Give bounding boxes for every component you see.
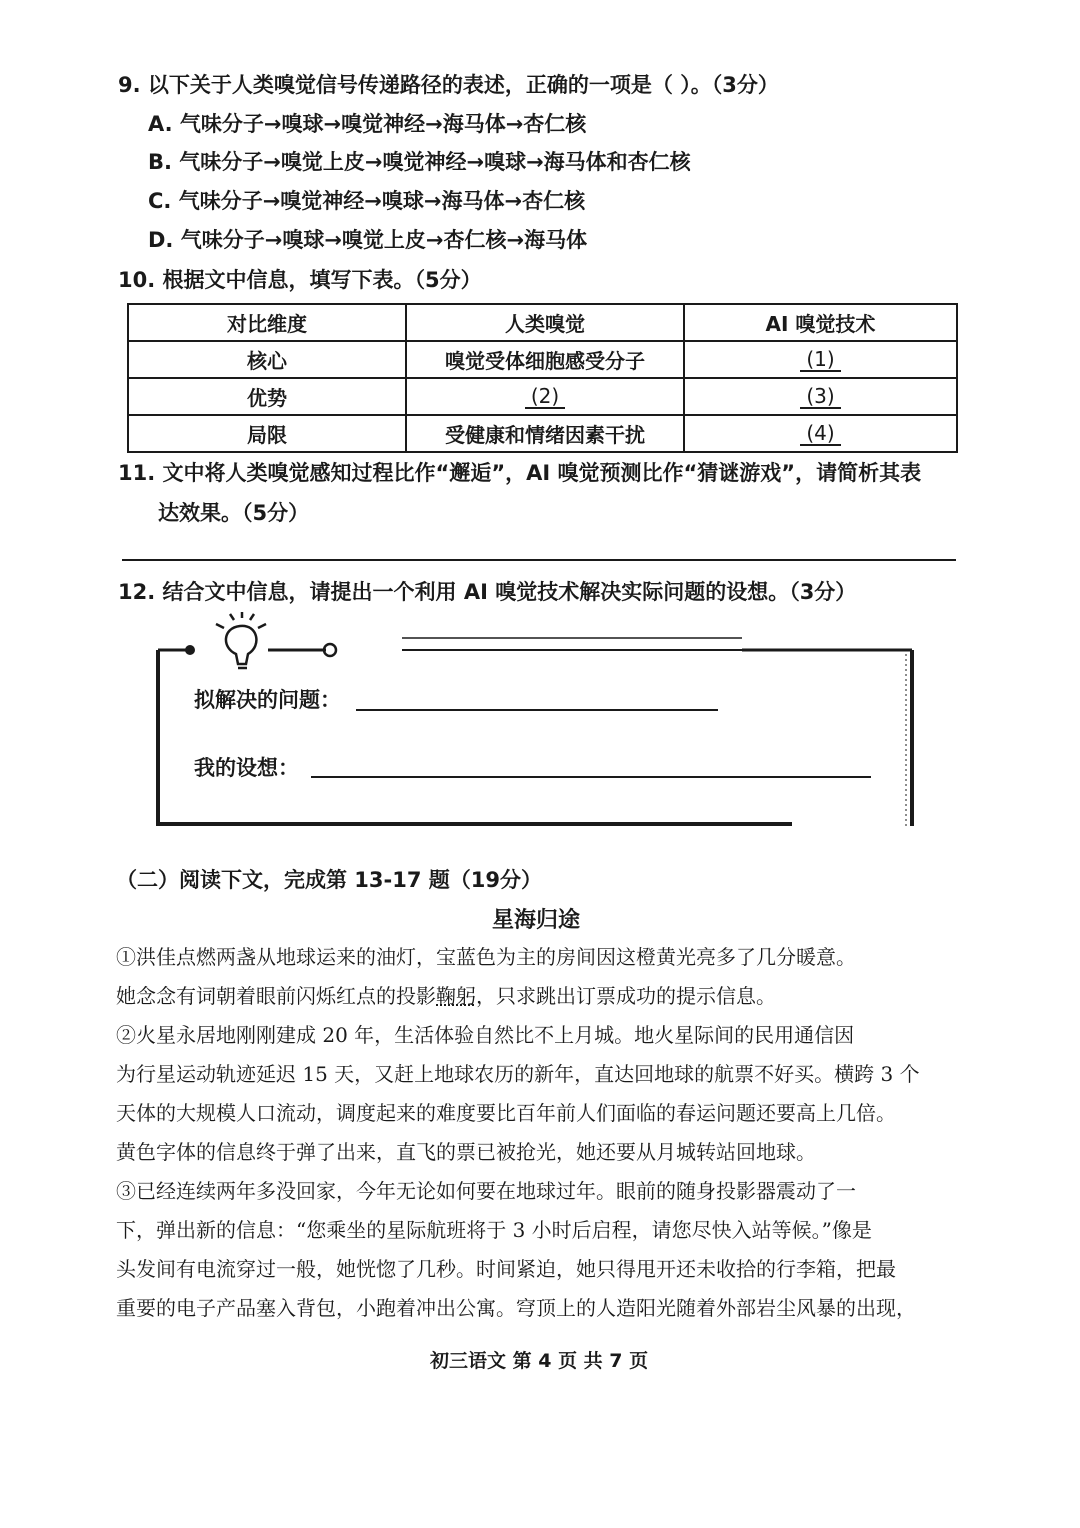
paragraph-line: ①洪佳点燃两盏从地球运来的油灯，宝蓝色为主的房间因这橙黄光亮多了几分暖意。 — [116, 945, 856, 969]
table-row — [128, 378, 957, 415]
table-cell: 受健康和情绪因素干扰 — [406, 415, 684, 452]
idea-input-line[interactable] — [311, 776, 871, 778]
q10-stem: 10. 根据文中信息，填写下表。（5分） — [118, 268, 482, 292]
q12-stem: 12. 结合文中信息，请提出一个利用 AI 嗅觉技术解决实际问题的设想。（3分） — [118, 580, 857, 604]
answer-blank-2[interactable]: (2) — [525, 385, 565, 409]
paragraph-line — [116, 977, 966, 1016]
passage-title: 星海归途 — [492, 908, 581, 933]
idea-box-frame — [150, 612, 920, 834]
text-segment: 她念念有词朝着眼前闪烁红点的投影 — [116, 984, 436, 1008]
q9-option-d: D. 气味分子→嗅球→嗅觉上皮→杏仁核→海马体 — [148, 228, 588, 252]
paragraph-line: ②火星永居地刚刚建成 20 年，生活体验自然比不上月城。地火星际间的民用通信因 — [116, 1023, 855, 1047]
q11-answer-line[interactable] — [122, 559, 956, 561]
table-row — [128, 415, 957, 452]
q9-option-b: B. 气味分子→嗅觉上皮→嗅觉神经→嗅球→海马体和杏仁核 — [148, 150, 691, 174]
answer-blank-4[interactable]: (4) — [800, 422, 840, 446]
table-cell — [684, 378, 957, 415]
q9-option-c: C. 气味分子→嗅觉神经→嗅球→海马体→杏仁核 — [148, 189, 586, 213]
q11-stem-line2: 达效果。（5分） — [158, 501, 310, 525]
table-header-row — [128, 304, 957, 341]
answer-blank-1[interactable]: (1) — [800, 348, 840, 372]
dotted-emphasis-word: 鞠躬 — [436, 984, 476, 1008]
paragraph-line: 头发间有电流穿过一般，她恍惚了几秒。时间紧迫，她只得甩开还未收拾的行李箱，把最 — [116, 1257, 896, 1281]
paragraph-line: 下，弹出新的信息：“您乘坐的星际航班将于 3 小时后启程，请您尽快入站等候。”像是 — [116, 1218, 872, 1242]
text-segment: ，只求跳出订票成功的提示信息。 — [476, 984, 776, 1008]
answer-blank-3[interactable]: (3) — [800, 385, 840, 409]
table-cell — [684, 415, 957, 452]
lightbulb-icon — [216, 612, 266, 668]
table-header-cell: 对比维度 — [128, 304, 406, 341]
table-cell: 嗅觉受体细胞感受分子 — [406, 341, 684, 378]
problem-label: 拟解决的问题： — [194, 688, 341, 712]
idea-label: 我的设想： — [194, 756, 299, 780]
page-footer: 初三语文 第 4 页 共 7 页 — [430, 1350, 649, 1372]
section-heading: （二）阅读下文，完成第 13-17 题（19分） — [116, 868, 543, 892]
q11-stem-line1: 11. 文中将人类嗅觉感知过程比作“邂逅”，AI 嗅觉预测比作“猜谜游戏”，请简析其表 — [118, 461, 922, 485]
q9-option-a: A. 气味分子→嗅球→嗅觉神经→海马体→杏仁核 — [148, 112, 587, 136]
paragraph-line: ③已经连续两年多没回家，今年无论如何要在地球过年。眼前的随身投影器震动了一 — [116, 1179, 856, 1203]
comparison-table — [127, 303, 958, 453]
paragraph-line: 为行星运动轨迹延迟 15 天，又赶上地球农历的新年，直达回地球的航票不好买。横跨 3 个 — [116, 1062, 920, 1086]
table-cell: 核心 — [128, 341, 406, 378]
table-header-cell: AI 嗅觉技术 — [684, 304, 957, 341]
paragraph-line: 天体的大规模人口流动，调度起来的难度要比百年前人们面临的春运问题还要高上几倍。 — [116, 1101, 896, 1125]
table-cell — [406, 378, 684, 415]
table-header-cell: 人类嗅觉 — [406, 304, 684, 341]
table-cell — [684, 341, 957, 378]
paragraph-line: 黄色字体的信息终于弹了出来，直飞的票已被抢光，她还要从月城转站回地球。 — [116, 1140, 816, 1164]
problem-input-line[interactable] — [356, 709, 718, 711]
passage-body — [116, 938, 966, 1328]
table-cell: 局限 — [128, 415, 406, 452]
table-cell: 优势 — [128, 378, 406, 415]
table-row — [128, 341, 957, 378]
q9-stem: 9. 以下关于人类嗅觉信号传递路径的表述，正确的一项是（ ）。（3分） — [118, 73, 779, 97]
paragraph-line: 重要的电子产品塞入背包，小跑着冲出公寓。穹顶上的人造阳光随着外部岩尘风暴的出现， — [116, 1296, 916, 1320]
